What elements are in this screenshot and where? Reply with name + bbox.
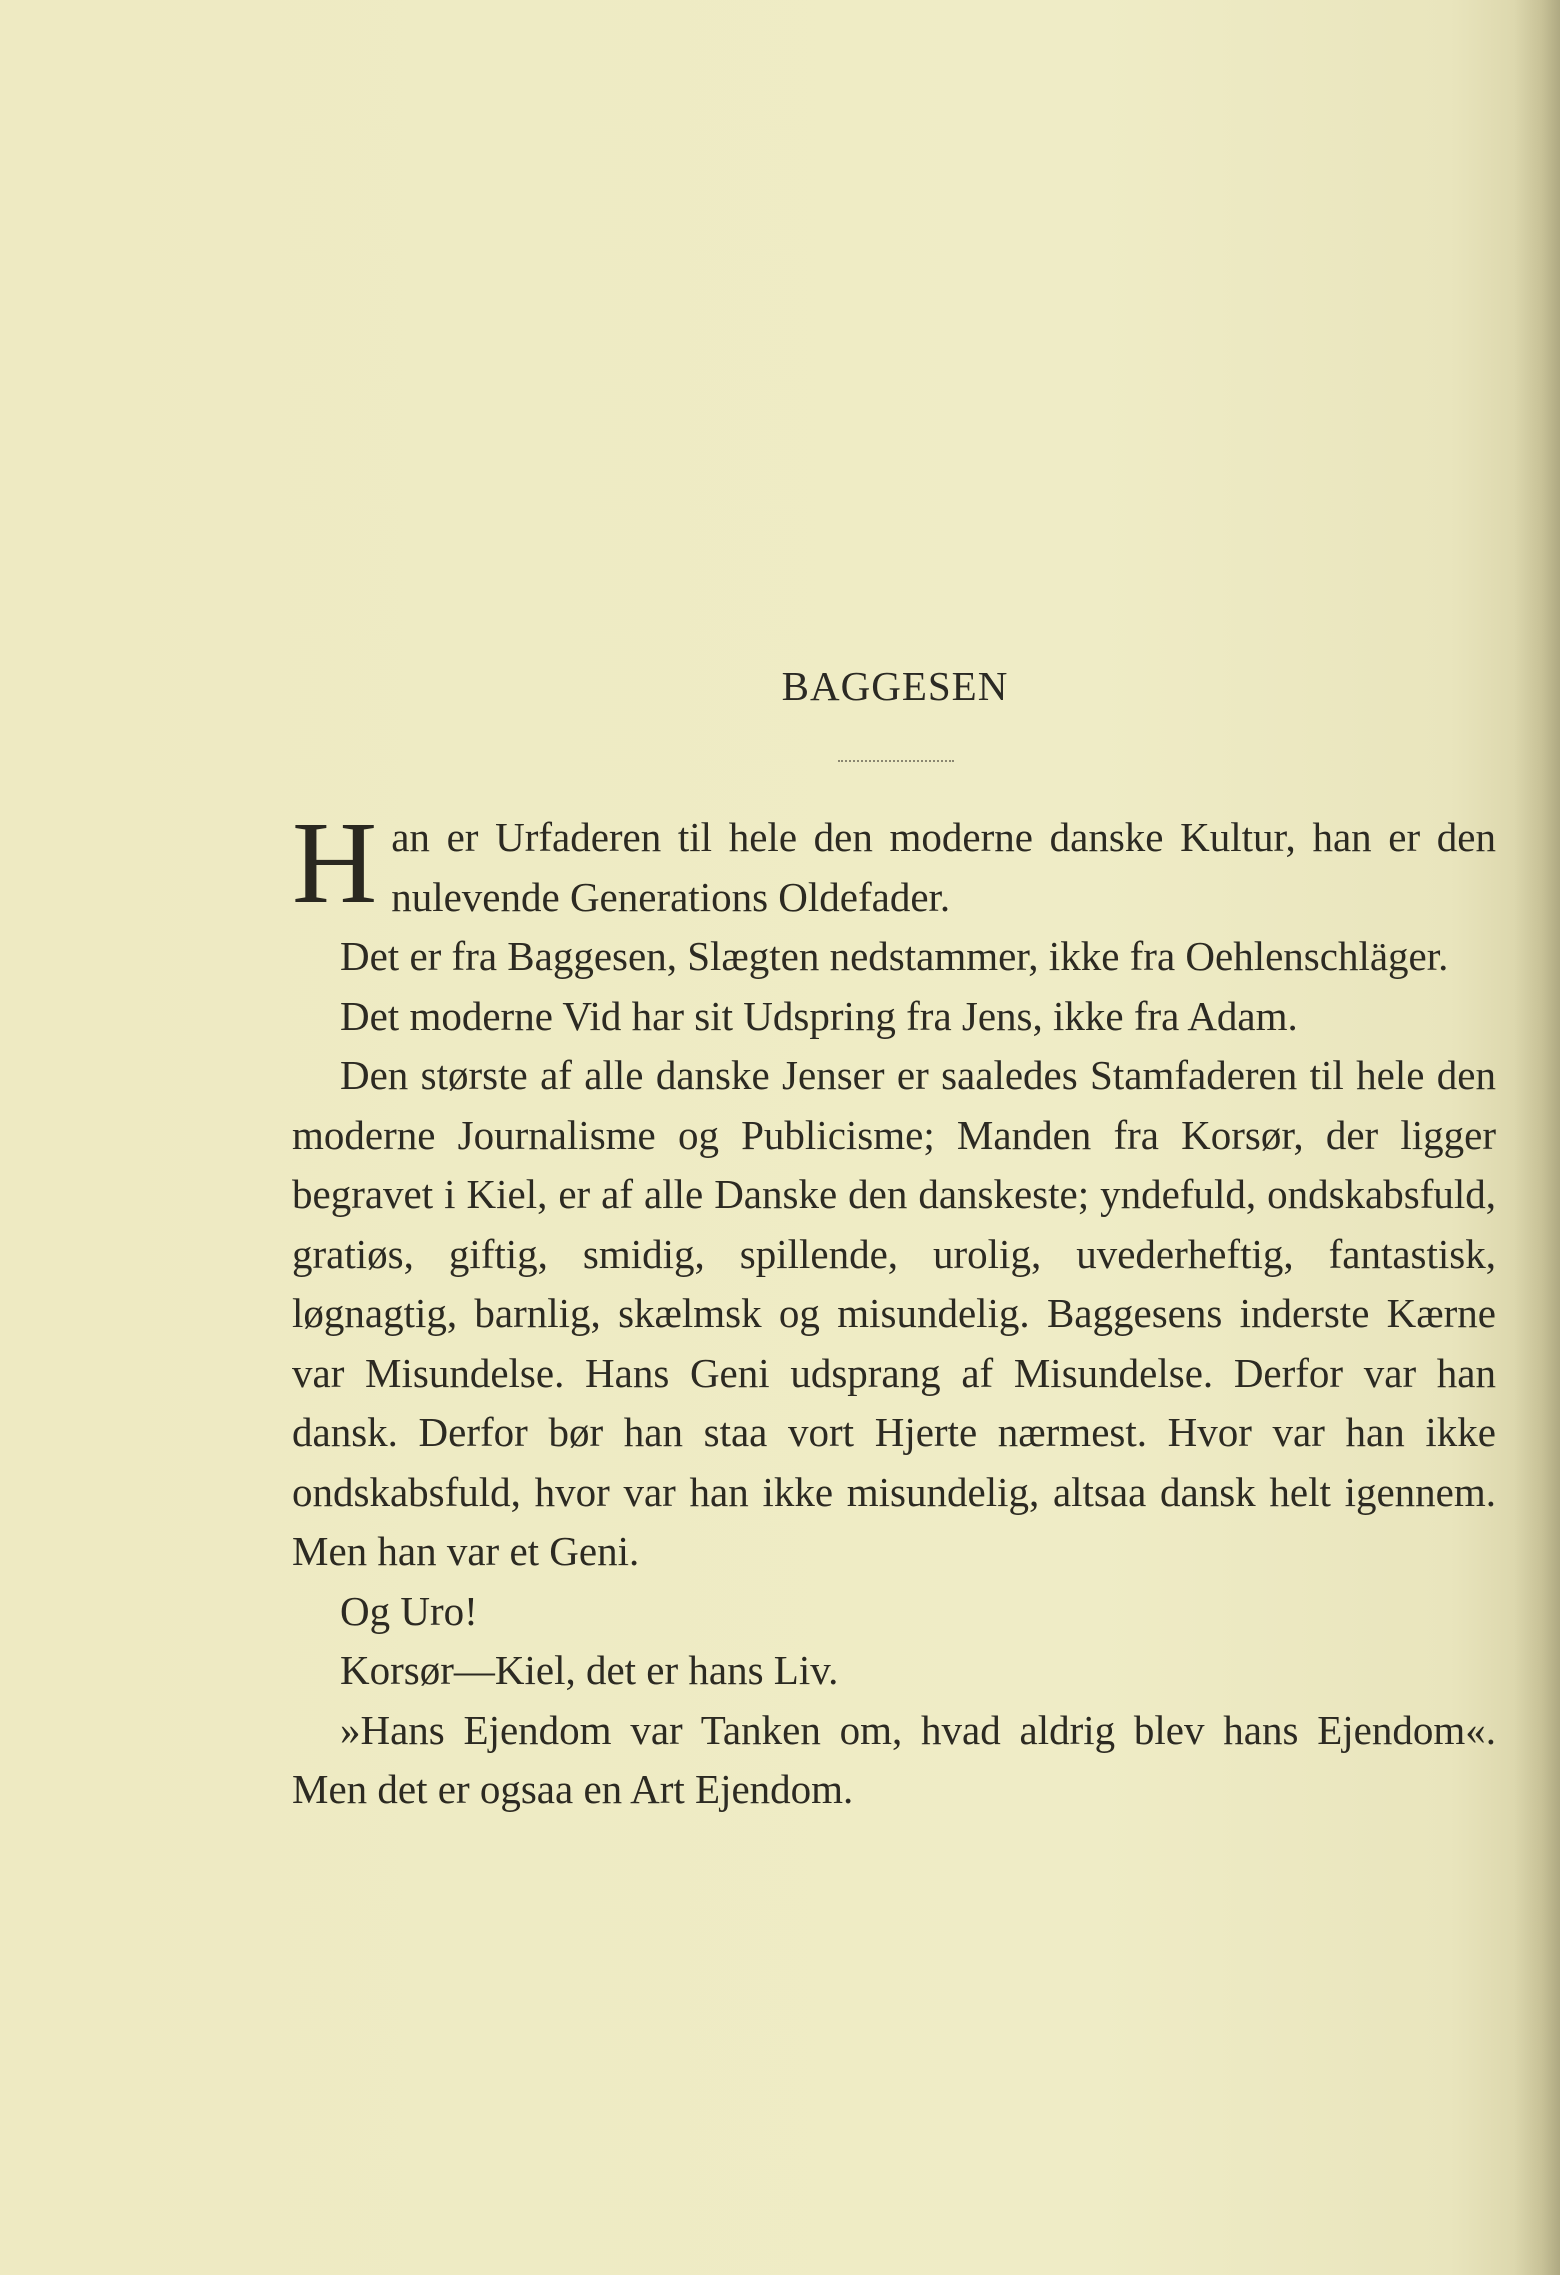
paragraph: »Hans Ejendom var Tanken om, hvad aldrig blev hans Ejendom«. Men det er ogsaa en Art Ejendom. (292, 1706, 1496, 1812)
paragraph: Det moderne Vid har sit Udspring fra Jens, ikke fra Adam. (340, 992, 1298, 1039)
chapter-title: BAGGESEN (781, 663, 1009, 709)
paragraph-text: an er Urfaderen til hele den moderne danske Kultur, han er den nulevende Generations Oldefader. (391, 814, 1496, 920)
drop-cap: H (292, 797, 378, 928)
paragraph: Den største af alle danske Jenser er saaledes Stamfaderen til hele den moderne Journalisme og Publicisme; Manden fra Korsør, der ligger begravet i Kiel, er af alle Danske den danskeste; yndefuld, ondskabsfuld, gratiøs, giftig, smidig, spillende, urolig, uvederheftig, fantastisk, løgnagtig, barnlig, skælmsk og misundelig. Baggesens inderste Kærne var Misundelse. Hans Geni udsprang af Misundelse. Derfor var han dansk. Derfor bør han staa vort Hjerte nærmest. Hvor var han ikke ondskabsfuld, hvor var han ikke misundelig, altsaa dansk helt igennem. Men han var et Geni. (292, 1052, 1496, 1574)
body-text (292, 797, 1496, 1820)
paragraph (292, 797, 1496, 928)
paragraph: Det er fra Baggesen, Slægten nedstammer, ikke fra Oehlenschläger. (340, 933, 1449, 979)
title-divider (838, 760, 954, 762)
paragraph: Korsør—Kiel, det er hans Liv. (340, 1647, 839, 1693)
paragraph: Og Uro! (340, 1587, 478, 1634)
page-edge-shadow (1514, 0, 1560, 2275)
